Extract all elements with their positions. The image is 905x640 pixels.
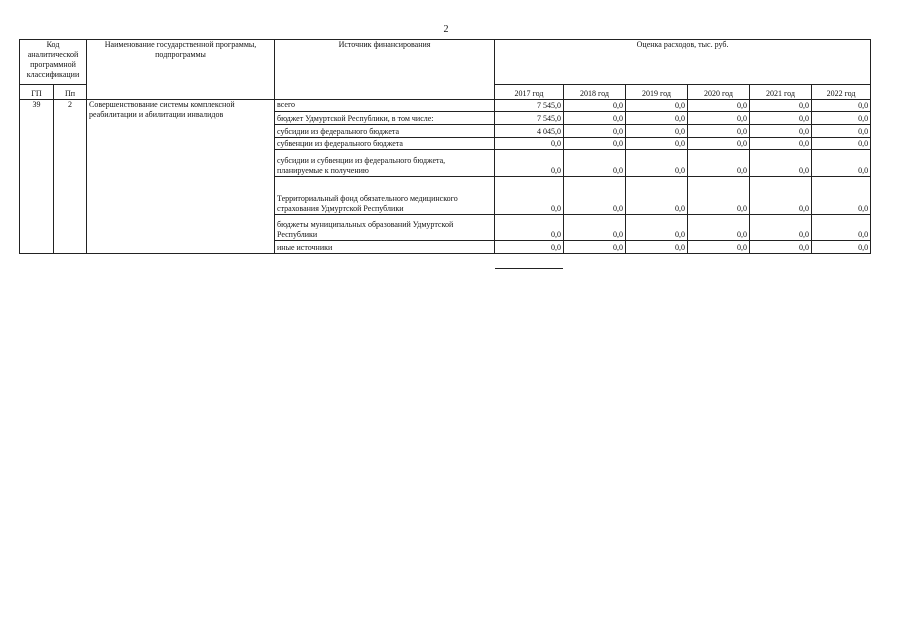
value-cell: 0,0 (750, 215, 812, 241)
code-header: Код аналитической программной классификации (20, 40, 87, 85)
gp-code: 39 (20, 100, 54, 254)
value-cell: 0,0 (688, 125, 750, 138)
value-cell: 0,0 (564, 177, 626, 215)
value-cell: 0,0 (812, 138, 871, 150)
year-header: 2022 год (812, 85, 871, 100)
value-cell: 0,0 (812, 150, 871, 177)
name-header: Наименование государственной программы, подпрограммы (87, 40, 275, 100)
value-cell: 0,0 (564, 241, 626, 254)
gp-header: ГП (20, 85, 54, 100)
value-cell: 4 045,0 (495, 125, 564, 138)
value-cell: 0,0 (812, 100, 871, 112)
header-row (20, 40, 871, 85)
value-cell: 0,0 (564, 112, 626, 125)
value-cell: 0,0 (812, 215, 871, 241)
value-cell: 0,0 (688, 215, 750, 241)
value-cell: 0,0 (750, 177, 812, 215)
year-header: 2021 год (750, 85, 812, 100)
value-cell: 0,0 (564, 215, 626, 241)
value-cell: 0,0 (688, 177, 750, 215)
value-cell: 0,0 (495, 215, 564, 241)
value-cell: 0,0 (688, 138, 750, 150)
value-cell: 0,0 (495, 150, 564, 177)
pp-header: Пп (54, 85, 87, 100)
value-cell: 0,0 (750, 125, 812, 138)
financing-table (19, 39, 871, 254)
value-cell: 0,0 (626, 100, 688, 112)
value-cell: 0,0 (688, 100, 750, 112)
source-cell: субсидии из федерального бюджета (275, 125, 495, 138)
value-cell: 0,0 (812, 177, 871, 215)
value-cell: 0,0 (750, 112, 812, 125)
value-cell: 0,0 (626, 215, 688, 241)
value-cell: 0,0 (688, 241, 750, 254)
value-cell: 0,0 (626, 138, 688, 150)
source-cell: всего (275, 100, 495, 112)
divider-line (495, 268, 563, 269)
year-header: 2019 год (626, 85, 688, 100)
source-cell: субвенции из федерального бюджета (275, 138, 495, 150)
value-cell: 7 545,0 (495, 100, 564, 112)
value-cell: 7 545,0 (495, 112, 564, 125)
table-row (20, 100, 871, 112)
value-cell: 0,0 (564, 100, 626, 112)
value-cell: 0,0 (750, 138, 812, 150)
source-cell: бюджеты муниципальных образований Удмуртской Республики (275, 215, 495, 241)
value-cell: 0,0 (750, 150, 812, 177)
pp-code: 2 (54, 100, 87, 254)
value-cell: 0,0 (495, 241, 564, 254)
year-header: 2020 год (688, 85, 750, 100)
program-name: Совершенствование системы комплексной реабилитации и абилитации инвалидов (87, 100, 275, 254)
source-cell: Территориальный фонд обязательного медицинского страхования Удмуртской Республики (275, 177, 495, 215)
page-number: 2 (443, 24, 449, 35)
value-cell: 0,0 (812, 112, 871, 125)
value-cell: 0,0 (812, 125, 871, 138)
estimate-header: Оценка расходов, тыс. руб. (495, 40, 871, 85)
year-header: 2017 год (495, 85, 564, 100)
value-cell: 0,0 (688, 112, 750, 125)
value-cell: 0,0 (750, 100, 812, 112)
value-cell: 0,0 (564, 150, 626, 177)
value-cell: 0,0 (626, 150, 688, 177)
year-header: 2018 год (564, 85, 626, 100)
value-cell: 0,0 (626, 125, 688, 138)
value-cell: 0,0 (495, 138, 564, 150)
value-cell: 0,0 (812, 241, 871, 254)
value-cell: 0,0 (626, 241, 688, 254)
source-cell: иные источники (275, 241, 495, 254)
value-cell: 0,0 (688, 150, 750, 177)
value-cell: 0,0 (564, 125, 626, 138)
value-cell: 0,0 (564, 138, 626, 150)
value-cell: 0,0 (626, 112, 688, 125)
value-cell: 0,0 (495, 177, 564, 215)
source-header: Источник финансирования (275, 40, 495, 100)
value-cell: 0,0 (626, 177, 688, 215)
source-cell: бюджет Удмуртской Республики, в том числе: (275, 112, 495, 125)
source-cell: субсидии и субвенции из федерального бюджета, планируемые к получению (275, 150, 495, 177)
value-cell: 0,0 (750, 241, 812, 254)
